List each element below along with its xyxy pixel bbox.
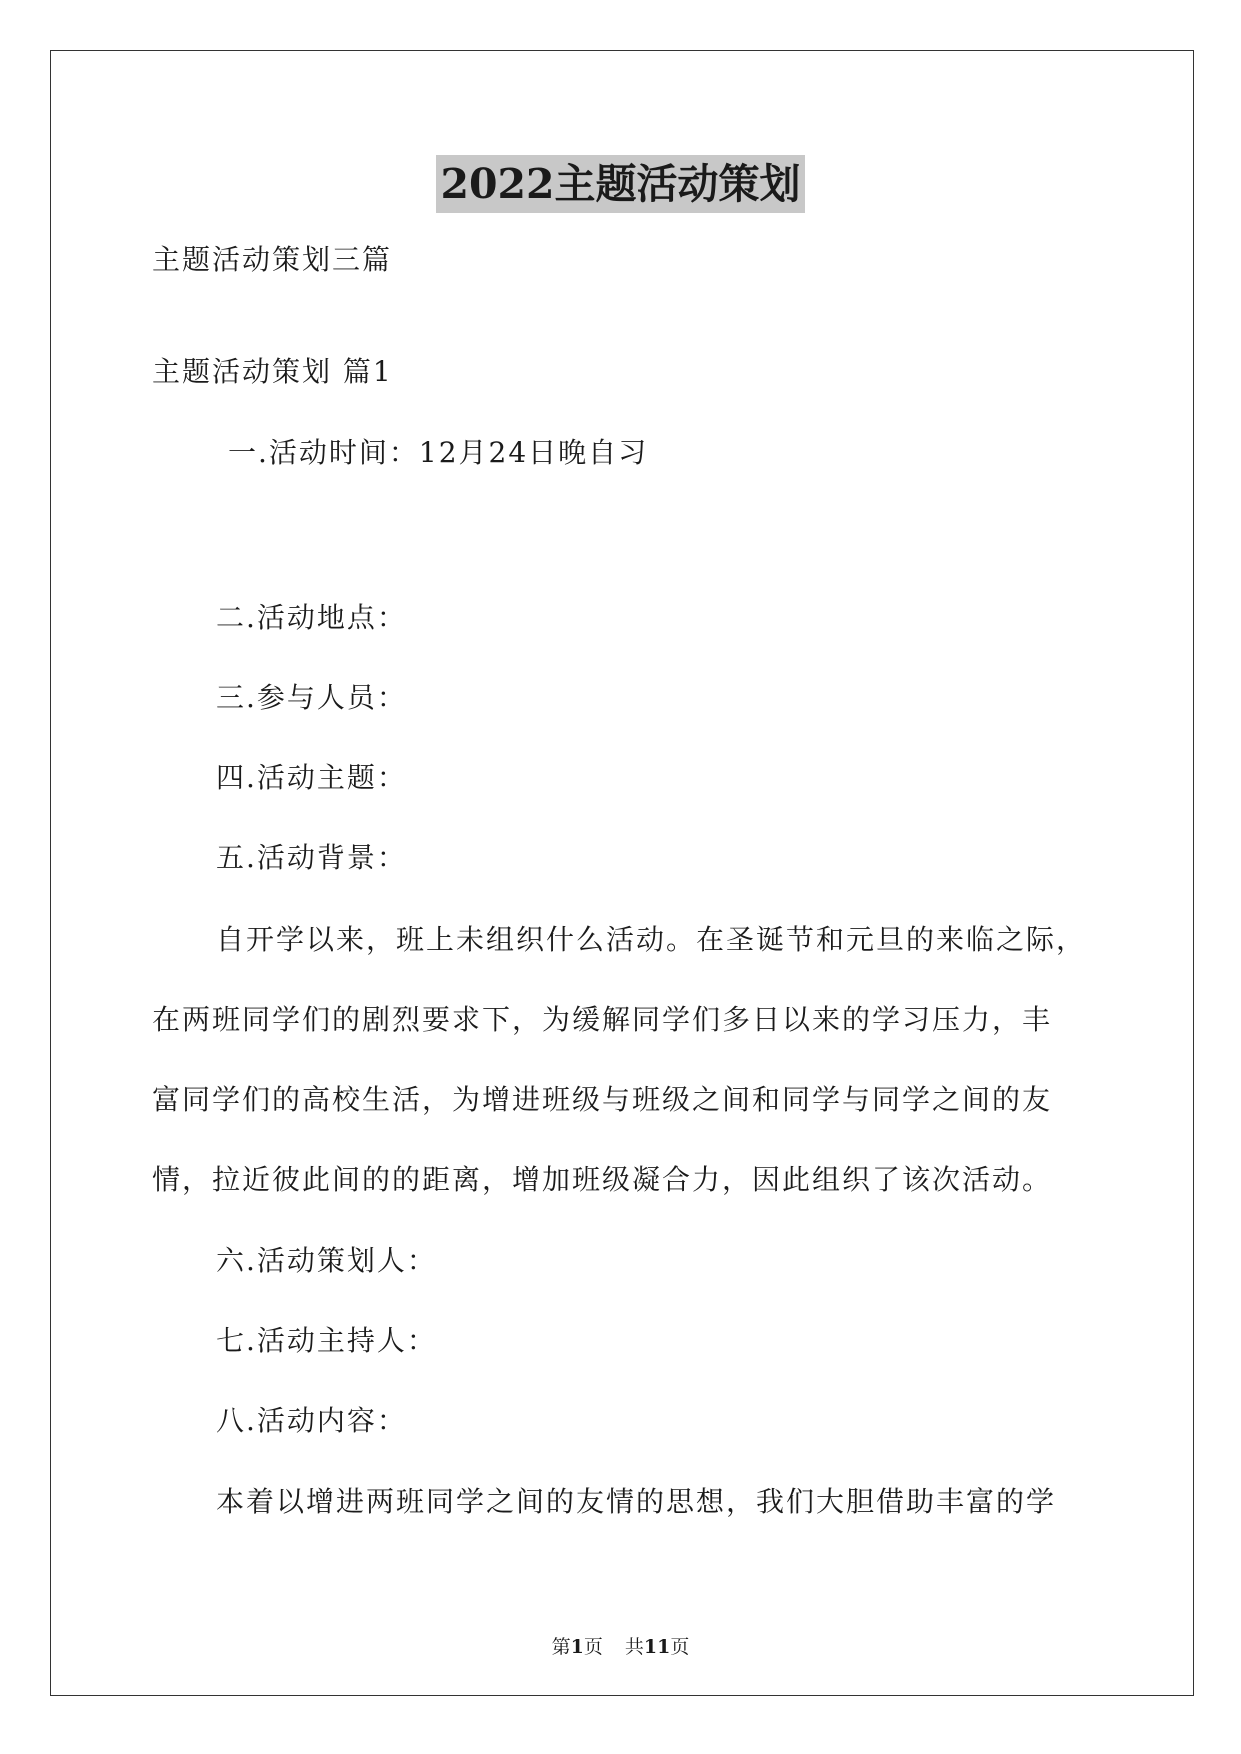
footer-page-prefix: 第 [551, 1636, 571, 1658]
footer-total-suffix: 页 [670, 1636, 690, 1658]
footer-page-total: 11 [643, 1636, 671, 1658]
footer-page-mid: 页 [583, 1636, 603, 1658]
item-content: 八.活动内容： [216, 1404, 407, 1437]
footer-page-current: 1 [570, 1636, 584, 1658]
item-theme: 四.活动主题： [216, 761, 407, 794]
item-planner: 六.活动策划人： [216, 1244, 437, 1277]
item-host: 七.活动主持人： [216, 1324, 437, 1357]
background-paragraph-line: 自开学以来，班上未组织什么活动。在圣诞节和元旦的来临之际， [216, 923, 1087, 956]
document-title: 2022主题活动策划 [436, 155, 804, 213]
page-footer [0, 1634, 1241, 1660]
background-paragraph-line: 情，拉近彼此间的的距离，增加班级凝合力，因此组织了该次活动。 [152, 1163, 1053, 1196]
section-heading: 主题活动策划 篇1 [152, 355, 393, 388]
item-participants: 三.参与人员： [216, 681, 407, 714]
document-subtitle: 主题活动策划三篇 [152, 243, 393, 276]
title-container [0, 155, 1241, 213]
background-paragraph-line: 富同学们的高校生活，为增进班级与班级之间和同学与同学之间的友 [152, 1083, 1053, 1116]
item-background: 五.活动背景： [216, 841, 407, 874]
content-paragraph-line: 本着以增进两班同学之间的友情的思想，我们大胆借助丰富的学 [216, 1485, 1057, 1518]
item-time: 一.活动时间：12月24日晚自习 [228, 436, 649, 469]
item-place: 二.活动地点： [216, 601, 407, 634]
footer-total-prefix: 共 [624, 1636, 644, 1658]
background-paragraph-line: 在两班同学们的剧烈要求下，为缓解同学们多日以来的学习压力，丰 [152, 1003, 1053, 1036]
